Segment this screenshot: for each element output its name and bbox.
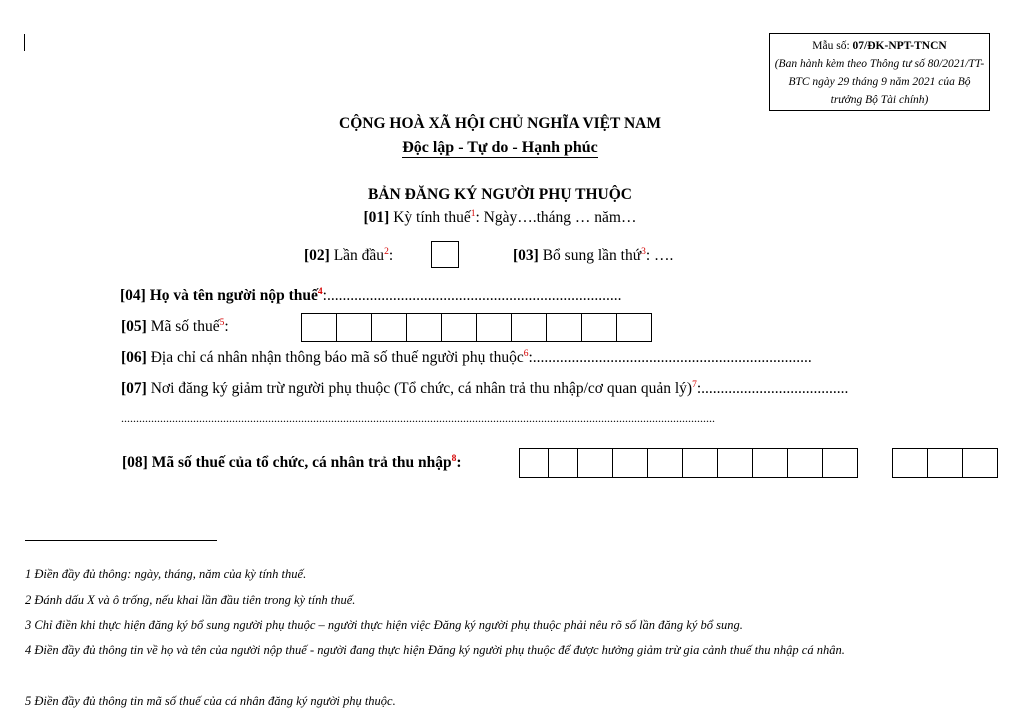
field-07-continuation: ...................................................................................................................................................................................................... <box>121 411 715 425</box>
field-06: [06] Địa chỉ cá nhân nhận thông báo mã số thuế người phụ thuộc$^6$:........................................................................ <box>121 348 812 366</box>
tax-code-cell[interactable] <box>519 448 549 478</box>
tax-code-cell[interactable] <box>371 313 407 342</box>
footnote-1: 1 Điền đầy đủ thông: ngày, tháng, năm của kỳ tính thuế. <box>25 567 307 581</box>
footnote-5: 5 Điền đầy đủ thông tin mã số thuế của cá nhân đăng ký người phụ thuộc. <box>25 694 396 708</box>
branch-code-cell[interactable] <box>962 448 998 478</box>
branch-code-cell[interactable] <box>927 448 963 478</box>
form-title: BẢN ĐĂNG KÝ NGƯỜI PHỤ THUỘC <box>368 186 632 203</box>
tax-code-cell[interactable] <box>752 448 788 478</box>
form-code: Mẫu số: 07/ĐK-NPT-TNCN <box>812 40 947 52</box>
taxpayer-tax-code-cells[interactable] <box>302 313 652 342</box>
field-08: [08] Mã số thuế của tổ chức, cá nhân trả thu nhập$^8$: <box>122 453 462 471</box>
field-01: [01] Kỳ tính thuế$^1$: Ngày….tháng … năm… <box>363 208 637 226</box>
tax-code-cell[interactable] <box>406 313 442 342</box>
tax-code-cell[interactable] <box>548 448 578 478</box>
branch-code-cell[interactable] <box>892 448 928 478</box>
footnote-4: 4 Điền đầy đủ thông tin về họ và tên của người nộp thuế - người đang thực hiện Đăng ký người phụ thuộc để được hưởng giảm trừ gia cảnh thuế thu nhập cá nhân. <box>25 643 845 657</box>
form-code-box <box>769 33 990 111</box>
tax-code-cell[interactable] <box>616 313 652 342</box>
field-02: [02] Lần đầu$^2$: <box>304 246 394 264</box>
first-time-checkbox[interactable] <box>431 241 459 268</box>
country-name: CỘNG HOÀ XÃ HỘI CHỦ NGHĨA VIỆT NAM <box>339 115 661 132</box>
motto: Độc lập - Tự do - Hạnh phúc <box>402 139 598 156</box>
tax-code-cell[interactable] <box>511 313 547 342</box>
text-cursor <box>24 34 25 51</box>
payer-tax-code-cells[interactable] <box>520 448 858 478</box>
tax-code-cell[interactable] <box>336 313 372 342</box>
field-07: [07] Nơi đăng ký giảm trừ người phụ thuộc (Tổ chức, cá nhân trả thu nhập/cơ quan quản lý)$^7$:...................................... <box>121 379 849 397</box>
tax-code-cell[interactable] <box>577 448 613 478</box>
form-note: (Ban hành kèm theo Thông tư số 80/2021/TT-BTC ngày 29 tháng 9 năm 2021 của Bộ trưởng Bộ Tài chính) <box>774 58 985 106</box>
tax-code-cell[interactable] <box>581 313 617 342</box>
tax-code-cell[interactable] <box>647 448 683 478</box>
tax-code-cell[interactable] <box>546 313 582 342</box>
field-03: [03] Bổ sung lần thứ$^3$: …. <box>513 246 674 264</box>
tax-code-cell[interactable] <box>822 448 858 478</box>
field-04: [04] Họ và tên người nộp thuế$^4$:............................................................................ <box>120 286 622 304</box>
payer-branch-code-cells[interactable] <box>893 448 998 478</box>
field-05: [05] Mã số thuế$^5$: <box>121 317 229 335</box>
tax-code-cell[interactable] <box>301 313 337 342</box>
footnote-separator <box>25 540 217 541</box>
footnote-2: 2 Đánh dấu X và ô trống, nếu khai lần đầu tiên trong kỳ tính thuế. <box>25 593 356 607</box>
tax-code-cell[interactable] <box>476 313 512 342</box>
tax-code-cell[interactable] <box>682 448 718 478</box>
tax-code-cell[interactable] <box>787 448 823 478</box>
footnote-3: 3 Chỉ điền khi thực hiện đăng ký bổ sung người phụ thuộc – người thực hiện việc Đăng ký người phụ thuộc phải nêu rõ số lần đăng ký bổ sung. <box>25 618 743 632</box>
tax-code-cell[interactable] <box>612 448 648 478</box>
tax-code-cell[interactable] <box>717 448 753 478</box>
tax-code-cell[interactable] <box>441 313 477 342</box>
